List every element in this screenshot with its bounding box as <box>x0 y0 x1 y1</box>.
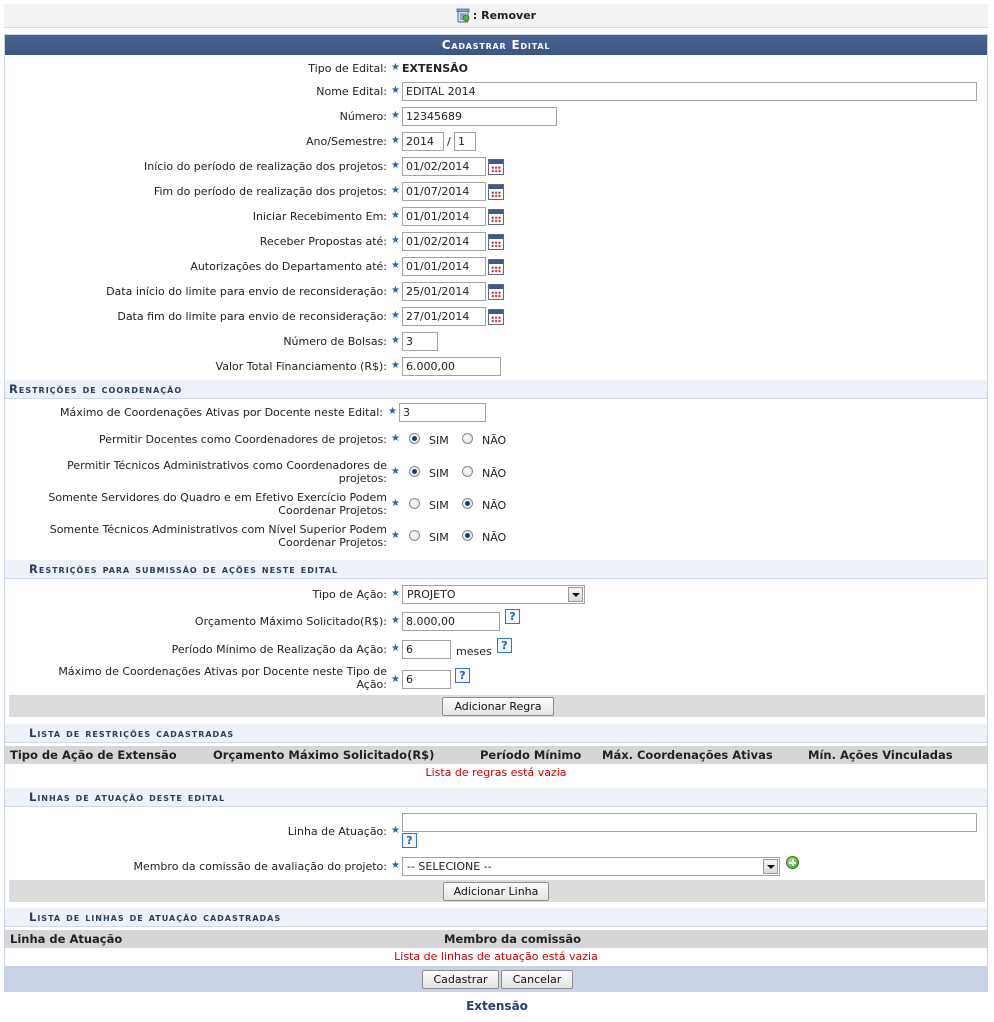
restricoes-empty-message: Lista de regras está vazia <box>425 766 567 779</box>
max-coordenacoes-tipo-label: Máximo de Coordenações Ativas por Docente neste Tipo de Ação: <box>58 665 387 691</box>
col-tipo-acao: Tipo de Ação de Extensão <box>10 748 177 762</box>
tipo-acao-select[interactable] <box>402 585 585 604</box>
calendar-icon[interactable] <box>488 309 504 325</box>
tipo-edital-value: EXTENSÃO <box>402 62 469 75</box>
valor-financiamento-input[interactable]: 6.000,00 <box>402 357 501 376</box>
help-icon[interactable]: ? <box>402 833 417 848</box>
tecnicos-nivel-superior-sim-radio[interactable] <box>409 530 420 541</box>
required-star-icon: ★ <box>391 310 400 321</box>
numero-label: Número: <box>339 110 387 123</box>
max-coordenacoes-label: Máximo de Coordenações Ativas por Docente neste Edital: <box>59 406 383 419</box>
remove-link[interactable]: : Remover <box>472 9 537 22</box>
calendar-icon[interactable] <box>488 209 504 225</box>
reconsideracao-inicio-input[interactable]: 25/01/2014 <box>402 282 486 301</box>
orcamento-maximo-label: Orçamento Máximo Solicitado(R$): <box>194 615 387 628</box>
required-star-icon: ★ <box>391 85 400 96</box>
form-caption: Cadastrar Edital <box>5 35 987 55</box>
semestre-input[interactable]: 1 <box>454 132 476 151</box>
required-star-icon: ★ <box>391 615 400 626</box>
membro-comissao-select[interactable] <box>402 857 780 876</box>
autorizacoes-label: Autorizações do Departamento até: <box>190 260 387 273</box>
receber-propostas-label: Receber Propostas até: <box>259 235 387 248</box>
fim-periodo-input[interactable]: 01/07/2014 <box>402 182 486 201</box>
calendar-icon[interactable] <box>488 284 504 300</box>
ano-semestre-label: Ano/Semestre: <box>306 135 387 148</box>
help-icon[interactable]: ? <box>455 668 470 683</box>
membro-comissao-selected: -- SELECIONE -- <box>407 860 492 873</box>
nome-edital-input[interactable]: EDITAL 2014 <box>402 82 977 101</box>
form-actions-bar <box>5 966 987 992</box>
permitir-tecnicos-sim-radio[interactable] <box>409 466 420 477</box>
required-star-icon: ★ <box>391 466 400 477</box>
required-star-icon: ★ <box>391 110 400 121</box>
nao-label: NÃO <box>482 531 507 544</box>
servidores-quadro-label: Somente Servidores do Quadro e em Efetivo Exercício Podem Coordenar Projetos: <box>48 491 387 517</box>
required-star-icon: ★ <box>391 674 400 685</box>
membro-comissao-label: Membro da comissão de avaliação do projeto: <box>133 860 387 873</box>
required-star-icon: ★ <box>391 433 400 444</box>
required-star-icon: ★ <box>391 62 400 73</box>
required-star-icon: ★ <box>391 185 400 196</box>
nao-label: NÃO <box>482 499 507 512</box>
required-star-icon: ★ <box>391 135 400 146</box>
nome-edital-label: Nome Edital: <box>316 85 387 98</box>
tipo-edital-label: Tipo de Edital: <box>308 62 387 75</box>
calendar-icon[interactable] <box>488 184 504 200</box>
required-star-icon: ★ <box>391 210 400 221</box>
nao-label: NÃO <box>482 467 507 480</box>
help-icon[interactable]: ? <box>497 638 512 653</box>
col-periodo-minimo: Período Mínimo <box>480 748 582 762</box>
section-lista-restricoes: Lista de restrições cadastradas <box>5 724 987 743</box>
permitir-tecnicos-label: Permitir Técnicos Administrativos como Coordenadores de projetos: <box>67 459 387 485</box>
cancelar-button[interactable]: Cancelar <box>501 970 573 989</box>
chevron-down-icon[interactable] <box>763 859 778 874</box>
valor-financiamento-label: Valor Total Financiamento (R$): <box>215 360 387 373</box>
iniciar-recebimento-label: Iniciar Recebimento Em: <box>252 210 387 223</box>
required-star-icon: ★ <box>391 860 400 871</box>
restricoes-table-header <box>5 746 987 764</box>
add-icon[interactable] <box>786 856 799 869</box>
required-star-icon: ★ <box>388 406 397 417</box>
section-restricoes-coordenacao: Restrições de coordenação <box>5 380 987 399</box>
sim-label: SIM <box>429 467 449 480</box>
required-star-icon: ★ <box>391 588 400 599</box>
required-star-icon: ★ <box>391 360 400 371</box>
required-star-icon: ★ <box>391 285 400 296</box>
tipo-acao-label: Tipo de Ação: <box>312 588 387 601</box>
ano-semestre-separator: / <box>447 135 451 148</box>
autorizacoes-input[interactable]: 01/01/2014 <box>402 257 486 276</box>
linhas-table-header <box>5 930 987 948</box>
required-star-icon: ★ <box>391 260 400 271</box>
numero-input[interactable]: 12345689 <box>402 107 557 126</box>
servidores-quadro-nao-radio[interactable] <box>462 498 473 509</box>
inicio-periodo-input[interactable]: 01/02/2014 <box>402 157 486 176</box>
footer-extensao-link[interactable]: Extensão <box>466 999 528 1013</box>
meses-label: meses <box>456 645 492 658</box>
linha-atuacao-label: Linha de Atuação: <box>287 825 387 838</box>
reconsideracao-fim-label: Data fim do limite para envio de reconsideração: <box>117 310 387 323</box>
calendar-icon[interactable] <box>488 159 504 175</box>
help-icon[interactable]: ? <box>505 609 520 624</box>
receber-propostas-input[interactable]: 01/02/2014 <box>402 232 486 251</box>
required-star-icon: ★ <box>391 825 400 836</box>
periodo-minimo-label: Período Mínimo de Realização da Ação: <box>171 643 387 656</box>
required-star-icon: ★ <box>391 335 400 346</box>
linhas-empty-message: Lista de linhas de atuação está vazia <box>394 950 598 963</box>
section-restricoes-submissao: Restrições para submissão de ações neste edital <box>5 560 987 579</box>
add-linha-bar <box>9 880 985 902</box>
fim-periodo-label: Fim do período de realização dos projetos: <box>153 185 387 198</box>
calendar-icon[interactable] <box>488 234 504 250</box>
iniciar-recebimento-input[interactable]: 01/01/2014 <box>402 207 486 226</box>
required-star-icon: ★ <box>391 160 400 171</box>
linha-atuacao-input[interactable] <box>402 813 977 832</box>
col-membro-comissao: Membro da comissão <box>444 932 582 946</box>
sim-label: SIM <box>429 531 449 544</box>
inicio-periodo-label: Início do período de realização dos projetos: <box>144 160 387 173</box>
cadastrar-button[interactable]: Cadastrar <box>422 970 499 989</box>
reconsideracao-fim-input[interactable]: 27/01/2014 <box>402 307 486 326</box>
col-min-acoes: Mín. Ações Vinculadas <box>808 748 953 762</box>
numero-bolsas-input[interactable]: 3 <box>402 332 438 351</box>
ano-input[interactable]: 2014 <box>402 132 444 151</box>
cadastrar-edital-form <box>4 34 988 992</box>
periodo-minimo-input[interactable]: 6 <box>402 640 451 659</box>
add-regra-bar <box>9 695 985 717</box>
permitir-tecnicos-nao-radio[interactable] <box>462 466 473 477</box>
nao-label: NÃO <box>482 434 507 447</box>
reconsideracao-inicio-label: Data início do limite para envio de reconsideração: <box>106 285 387 298</box>
remove-bar <box>4 4 988 28</box>
servidores-quadro-sim-radio[interactable] <box>409 498 420 509</box>
tipo-acao-selected: PROJETO <box>407 588 456 601</box>
permitir-docentes-nao-radio[interactable] <box>462 433 473 444</box>
chevron-down-icon[interactable] <box>568 587 583 602</box>
required-star-icon: ★ <box>391 643 400 654</box>
sim-label: SIM <box>429 499 449 512</box>
col-max-coordenacoes: Máx. Coordenações Ativas <box>602 748 773 762</box>
sim-label: SIM <box>429 434 449 447</box>
max-coordenacoes-tipo-input[interactable]: 6 <box>402 670 451 689</box>
col-orcamento: Orçamento Máximo Solicitado(R$) <box>213 748 435 762</box>
col-linha-atuacao: Linha de Atuação <box>10 932 123 946</box>
add-regra-button[interactable]: Adicionar Regra <box>442 697 554 716</box>
permitir-docentes-sim-radio[interactable] <box>409 433 420 444</box>
required-star-icon: ★ <box>391 498 400 509</box>
section-linhas-atuacao: Linhas de atuação deste edital <box>5 788 987 807</box>
max-coordenacoes-input[interactable]: 3 <box>399 403 486 422</box>
section-lista-linhas: Lista de linhas de atuação cadastradas <box>5 908 987 927</box>
orcamento-maximo-input[interactable]: 8.000,00 <box>402 612 500 631</box>
permitir-docentes-label: Permitir Docentes como Coordenadores de projetos: <box>99 433 387 446</box>
numero-bolsas-label: Número de Bolsas: <box>283 335 387 348</box>
add-linha-button[interactable]: Adicionar Linha <box>443 882 549 901</box>
tecnicos-nivel-superior-nao-radio[interactable] <box>462 530 473 541</box>
tecnicos-nivel-superior-label: Somente Técnicos Administrativos com Nível Superior Podem Coordenar Projetos: <box>49 523 387 549</box>
required-star-icon: ★ <box>391 530 400 541</box>
required-star-icon: ★ <box>391 235 400 246</box>
calendar-icon[interactable] <box>488 259 504 275</box>
trash-icon[interactable] <box>456 8 470 23</box>
